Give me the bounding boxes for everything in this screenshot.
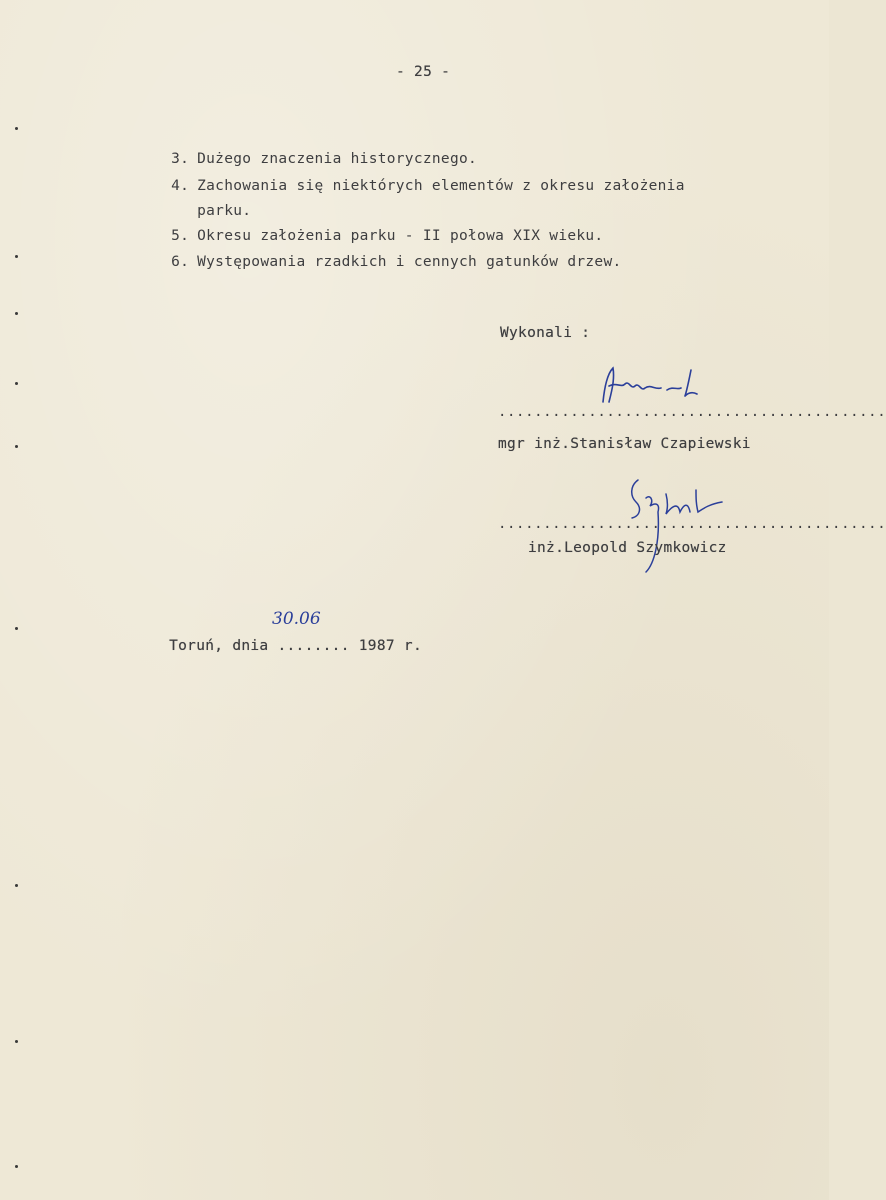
page-number: - 25 - [396,64,451,80]
date-dots: ........ [277,637,350,654]
margin-dot [15,1165,18,1168]
list-item-text: Okresu założenia parku - II połowa XIX wieku. [197,227,604,244]
date-year: 1987 r. [358,637,422,654]
list-item-number: 4. [171,177,190,194]
signature-line-1: ........................................... [498,404,886,420]
signatures-heading: Wykonali : [500,325,591,341]
list-item-text: parku. [197,202,252,219]
signer-name-2: inż.Leopold Szymkowicz [528,540,727,556]
list-item [135,240,622,284]
list-item-text: Zachowania się niektórych elementów z okresu założenia [197,177,685,194]
date-prefix: Toruń, dnia [169,637,269,654]
margin-dot [15,445,18,448]
signature-line-2: ........................................... [498,516,886,532]
handwritten-date: 30.06 [272,609,321,629]
margin-dot [15,312,18,315]
margin-dot [15,627,18,630]
list-item-number: 5. [171,227,190,244]
date-line [133,624,422,668]
margin-dot [15,1040,18,1043]
list-item-number: 6. [171,253,190,270]
margin-dot [15,127,18,130]
margin-dot [15,382,18,385]
signer-name-1: mgr inż.Stanisław Czapiewski [498,436,751,452]
margin-dot [15,884,18,887]
margin-dot [15,255,18,258]
list-item-number: 3. [171,150,190,167]
list-item-text: Występowania rzadkich i cennych gatunków drzew. [197,253,622,270]
handwritten-signature-czapiewski [595,362,715,407]
list-item-text: Dużego znaczenia historycznego. [197,150,478,167]
